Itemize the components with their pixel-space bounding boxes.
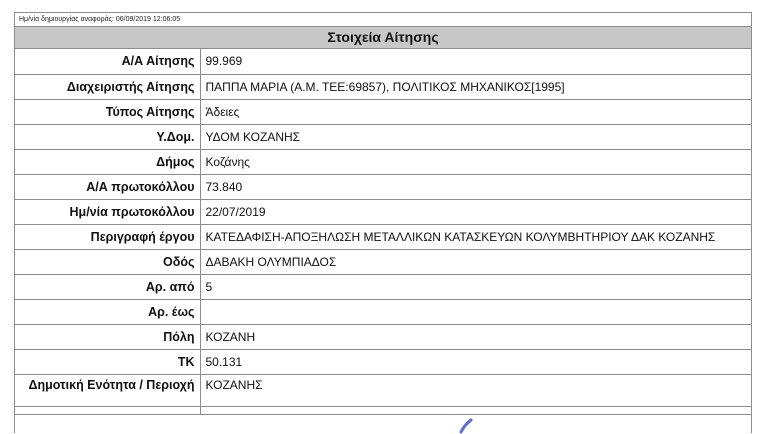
field-value: 99.969	[200, 49, 751, 74]
table-row	[15, 199, 751, 224]
field-label: Περιγραφή έργου	[15, 224, 200, 249]
field-label: Πόλη	[15, 324, 200, 349]
field-label: Υ.Δομ.	[15, 124, 200, 149]
report-sheet	[14, 12, 752, 433]
table-row	[15, 149, 751, 174]
table-row	[15, 249, 751, 274]
field-value: 22/07/2019	[200, 199, 751, 224]
field-label: Α/Α πρωτοκόλλου	[15, 174, 200, 199]
field-value: Άδειες	[200, 99, 751, 124]
application-details-table	[15, 49, 751, 415]
field-value: 5	[200, 274, 751, 299]
field-value: ΚΟΖΑΝΗΣ	[200, 374, 751, 406]
table-row	[15, 49, 751, 74]
table-row	[15, 349, 751, 374]
table-row	[15, 124, 751, 149]
table-row	[15, 224, 751, 249]
table-row	[15, 374, 751, 406]
field-value: 50.131	[200, 349, 751, 374]
field-label: Α/Α Αίτησης	[15, 49, 200, 74]
field-label: Ημ/νία πρωτοκόλλου	[15, 199, 200, 224]
field-label: ΤΚ	[15, 349, 200, 374]
field-label: Αρ. έως	[15, 299, 200, 324]
table-row	[15, 274, 751, 299]
report-created-date: Ημ/νία δημιουργίας αναφοράς: 06/09/2019 12:06:05	[15, 13, 751, 27]
field-value-empty	[200, 406, 751, 414]
field-value: ΚΑΤΕΔΑΦΙΣΗ-ΑΠΟΞΗΛΩΣΗ ΜΕΤΑΛΛΙΚΩΝ ΚΑΤΑΣΚΕΥΩΝ ΚΟΛΥΜΒΗΤΗΡΙΟΥ ΔΑΚ ΚΟΖΑΝΗΣ	[200, 224, 751, 249]
table-row	[15, 74, 751, 99]
field-value: 73.840	[200, 174, 751, 199]
pen-mark-decoration	[458, 418, 474, 434]
table-row	[15, 324, 751, 349]
field-label: Διαχειριστής Αίτησης	[15, 74, 200, 99]
field-label: Δημοτική Ενότητα / Περιοχή	[15, 374, 200, 406]
field-value: Κοζάνης	[200, 149, 751, 174]
field-value: ΥΔΟΜ ΚΟΖΑΝΗΣ	[200, 124, 751, 149]
field-label: Τύπος Αίτησης	[15, 99, 200, 124]
table-row-cut-off	[15, 406, 751, 414]
field-label-empty	[15, 406, 200, 414]
field-value: ΠΑΠΠΑ ΜΑΡΙΑ (Α.Μ. ΤΕΕ:69857), ΠΟΛΙΤΙΚΟΣ ΜΗΧΑΝΙΚΟΣ[1995]	[200, 74, 751, 99]
field-value: ΔΑΒΑΚΗ ΟΛΥΜΠΙΑΔΟΣ	[200, 249, 751, 274]
table-row	[15, 174, 751, 199]
section-title: Στοιχεία Αίτησης	[15, 27, 751, 49]
field-label: Δήμος	[15, 149, 200, 174]
table-row	[15, 299, 751, 324]
field-label: Αρ. από	[15, 274, 200, 299]
field-value	[200, 299, 751, 324]
field-label: Οδός	[15, 249, 200, 274]
table-row	[15, 99, 751, 124]
field-value: ΚΟΖΑΝΗ	[200, 324, 751, 349]
